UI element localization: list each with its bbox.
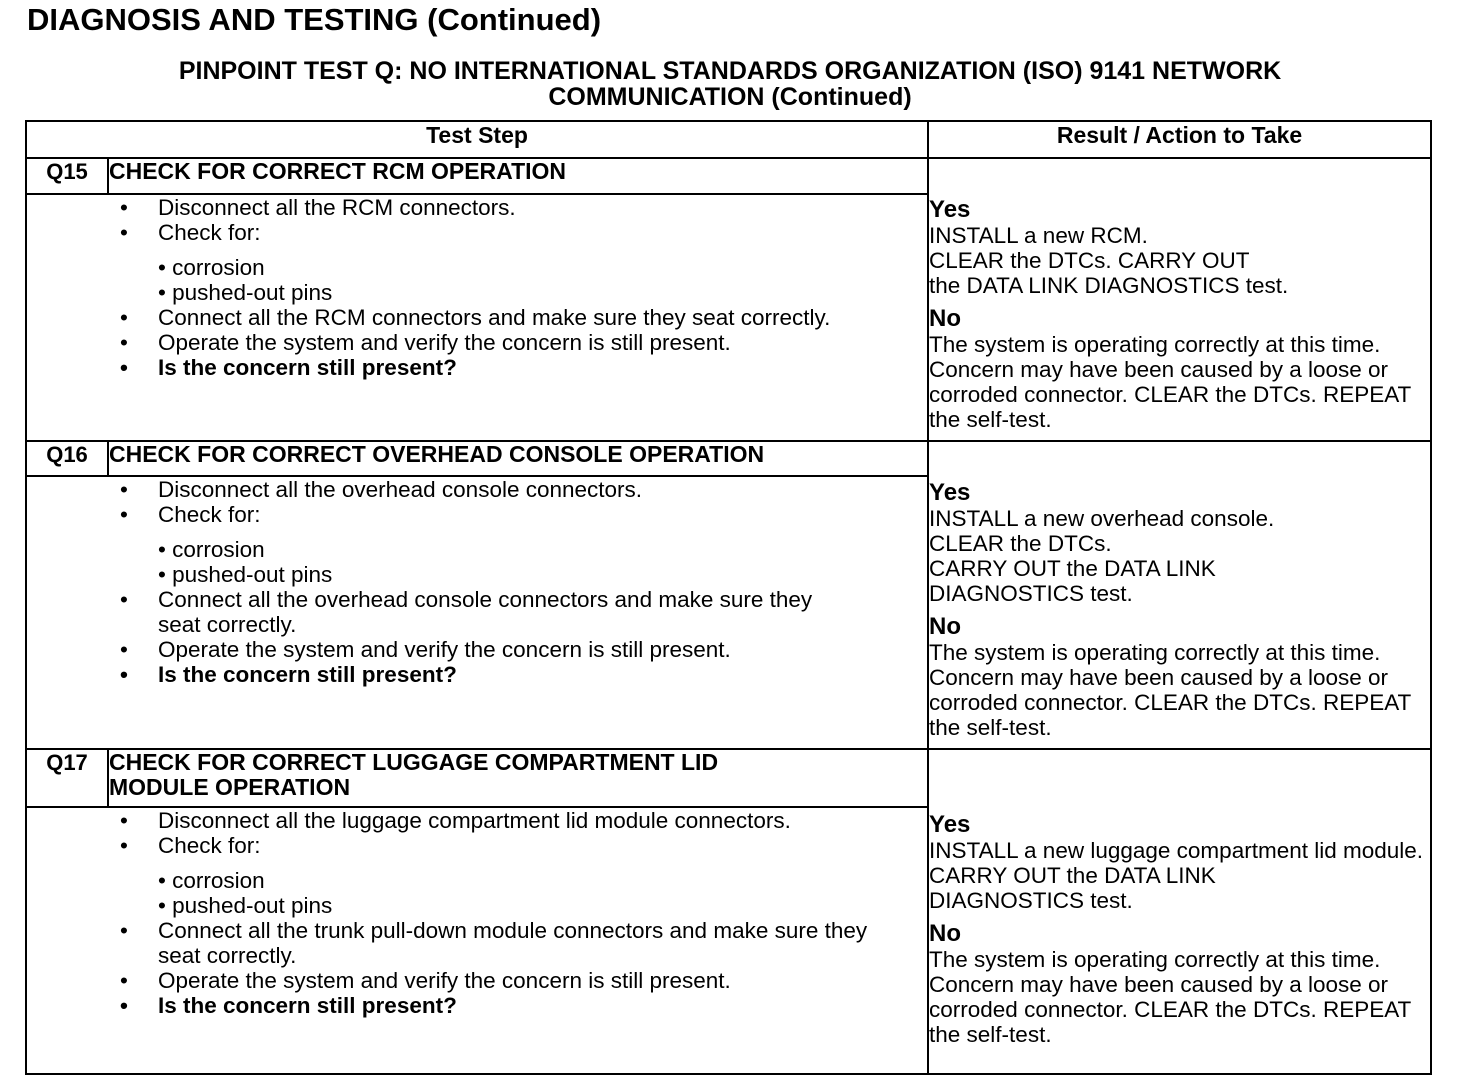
- column-header-result-action: Result / Action to Take: [928, 121, 1431, 158]
- sub-bullet-icon: •: [158, 893, 166, 918]
- instruction-item: • Check for:: [120, 502, 261, 528]
- bullet-icon: •: [120, 968, 128, 993]
- bullet-icon: •: [120, 637, 128, 663]
- page-title: DIAGNOSIS AND TESTING (Continued): [27, 2, 602, 37]
- sub-bullet-icon: •: [158, 537, 166, 563]
- bullet-icon: •: [120, 833, 128, 858]
- pinpoint-test-title-line1: PINPOINT TEST Q: NO INTERNATIONAL STANDARDS ORGANIZATION (ISO) 9141 NETWORK: [178, 57, 1282, 85]
- test-step-instructions: [26, 807, 928, 1074]
- yes-action-line: INSTALL a new luggage compartment lid module.: [929, 838, 1424, 863]
- no-action: The system is operating correctly at this time. Concern may have been caused by a loose or corroded connector. CLEAR the DTCs. REPEAT the self-test.: [929, 332, 1411, 432]
- step-title: CHECK FOR CORRECT LUGGAGE COMPARTMENT LID MODULE OPERATION: [108, 749, 928, 807]
- check-item: • pushed-out pins: [158, 893, 333, 918]
- yes-action-line: DIAGNOSTICS test.: [929, 888, 1133, 913]
- yes-action: [929, 506, 1430, 606]
- instruction-item: • Disconnect all the RCM connectors.: [120, 194, 516, 220]
- test-step-instructions: [26, 194, 928, 441]
- no-label: No: [929, 305, 962, 332]
- bullet-icon: •: [120, 587, 128, 613]
- no-action: The system is operating correctly at this time. Concern may have been caused by a loose or corroded connector. CLEAR the DTCs. REPEAT the self-test.: [929, 947, 1411, 1047]
- yes-action-line: DIAGNOSTICS test.: [929, 581, 1133, 606]
- instruction-item: • Disconnect all the luggage compartment lid module connectors.: [120, 808, 791, 833]
- test-step-instructions: [26, 476, 928, 749]
- table-header-row: [26, 121, 1431, 158]
- yes-action: [929, 223, 1430, 298]
- pinpoint-test-table: [25, 120, 1432, 1075]
- bullet-icon: •: [120, 993, 128, 1018]
- instruction-item: • Check for:: [120, 833, 261, 858]
- yes-action-line: CLEAR the DTCs. CARRY OUT: [929, 248, 1250, 273]
- instruction-item: • Check for:: [120, 219, 261, 245]
- bullet-icon: •: [120, 808, 128, 833]
- result-action-cell: [928, 441, 1431, 749]
- no-label: No: [929, 613, 962, 640]
- yes-action-line: the DATA LINK DIAGNOSTICS test.: [929, 273, 1289, 298]
- result-action-cell: [928, 749, 1431, 1074]
- yes-action-line: CARRY OUT the DATA LINK: [929, 556, 1216, 581]
- sub-bullet-icon: •: [158, 562, 166, 588]
- bullet-icon: •: [120, 354, 128, 380]
- no-action: The system is operating correctly at this time. Concern may have been caused by a loose or corroded connector. CLEAR the DTCs. REPEAT the self-test.: [929, 640, 1411, 740]
- instruction-question: • Is the concern still present?: [120, 993, 457, 1018]
- test-step-title-row: [26, 749, 1431, 807]
- yes-action-line: CARRY OUT the DATA LINK: [929, 863, 1216, 888]
- check-item: • corrosion: [158, 254, 265, 280]
- instruction-item: • Operate the system and verify the concern is still present.: [120, 637, 731, 663]
- bullet-icon: •: [120, 304, 128, 330]
- yes-action-line: INSTALL a new RCM.: [929, 223, 1148, 248]
- step-number: Q15: [26, 158, 108, 194]
- yes-label: Yes: [929, 479, 971, 506]
- instruction-question: • Is the concern still present?: [120, 662, 457, 688]
- pinpoint-test-title: [60, 58, 1400, 110]
- sub-bullet-icon: •: [158, 868, 166, 893]
- bullet-icon: •: [120, 194, 128, 220]
- instruction-item: • Operate the system and verify the concern is still present.: [120, 968, 731, 993]
- check-item: • corrosion: [158, 537, 265, 563]
- pinpoint-test-title-line2: COMMUNICATION (Continued): [548, 83, 912, 111]
- bullet-icon: •: [120, 329, 128, 355]
- sub-bullet-icon: •: [158, 254, 166, 280]
- yes-action-line: CLEAR the DTCs.: [929, 531, 1112, 556]
- instruction-item: • Connect all the overhead console connectors and make sure they seat correctly.: [120, 587, 813, 638]
- yes-label: Yes: [929, 811, 971, 838]
- instruction-item: • Connect all the RCM connectors and make sure they seat correctly.: [120, 304, 831, 330]
- check-item: • corrosion: [158, 868, 265, 893]
- bullet-icon: •: [120, 502, 128, 528]
- step-number: Q17: [26, 749, 108, 807]
- check-item: • pushed-out pins: [158, 279, 333, 305]
- bullet-icon: •: [120, 918, 128, 943]
- test-step-title-row: [26, 158, 1431, 194]
- check-item: • pushed-out pins: [158, 562, 333, 588]
- sub-bullet-icon: •: [158, 279, 166, 305]
- column-header-test-step: Test Step: [26, 121, 928, 158]
- bullet-icon: •: [120, 219, 128, 245]
- step-number: Q16: [26, 441, 108, 476]
- bullet-icon: •: [120, 662, 128, 688]
- yes-action: [929, 838, 1430, 913]
- instruction-item: • Disconnect all the overhead console connectors.: [120, 477, 643, 503]
- test-step-title-row: [26, 441, 1431, 476]
- step-title: CHECK FOR CORRECT RCM OPERATION: [108, 158, 928, 194]
- no-label: No: [929, 920, 962, 947]
- step-title: CHECK FOR CORRECT OVERHEAD CONSOLE OPERATION: [108, 441, 928, 476]
- yes-action-line: INSTALL a new overhead console.: [929, 506, 1275, 531]
- result-action-cell: [928, 158, 1431, 441]
- yes-label: Yes: [929, 196, 971, 223]
- instruction-question: • Is the concern still present?: [120, 354, 457, 380]
- instruction-item: • Connect all the trunk pull-down module connectors and make sure they seat correctly.: [120, 918, 868, 968]
- bullet-icon: •: [120, 477, 128, 503]
- instruction-item: • Operate the system and verify the concern is still present.: [120, 329, 731, 355]
